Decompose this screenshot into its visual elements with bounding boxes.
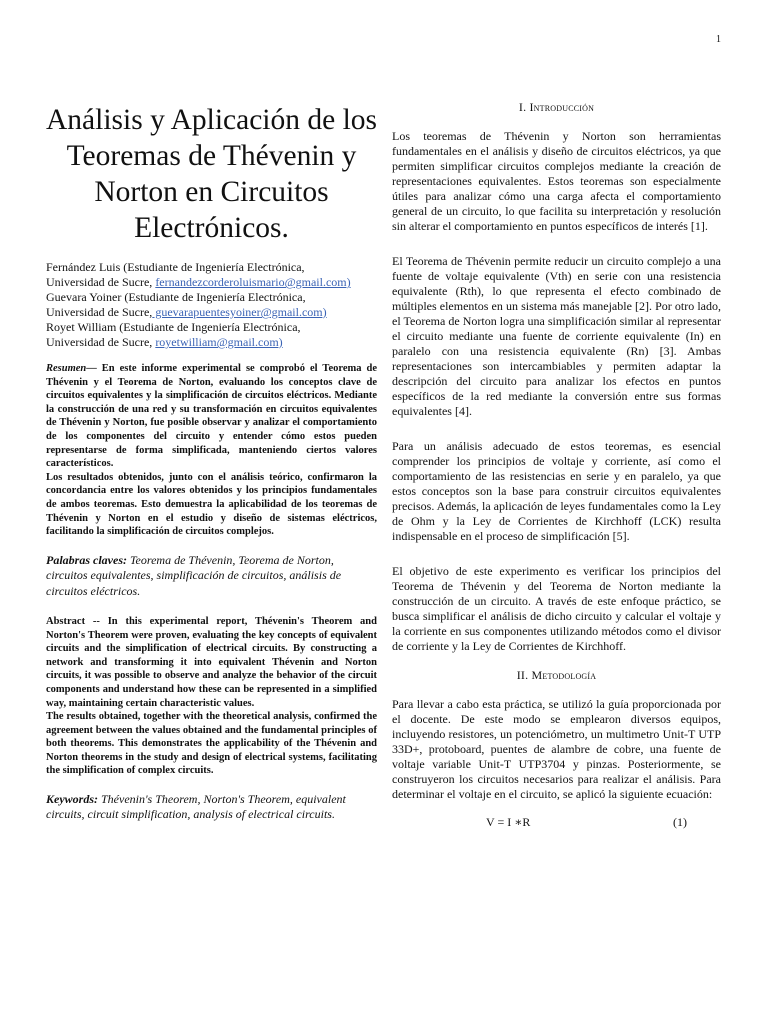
keywords-text: Thévenin's Theorem, Norton's Theorem, equivalent circuits, circuit simplification, analysis of electrical circuits. xyxy=(46,792,346,822)
keywords xyxy=(46,792,377,823)
author-affiliation: Royet William (Estudiante de Ingeniería Electrónica, xyxy=(46,320,301,334)
resumen-paragraph-2: Los resultados obtenidos, junto con el análisis teórico, confirmaron la concordancia entre los valores obtenidos y los principios fundamentales de ambos teoremas. Esto demuestra la aplicabilidad de los teoremas de Thévenin y Norton en el estudio y diseño de sistemas eléctricos, facilitando la simplificación de circuitos complejos. xyxy=(46,471,377,538)
intro-paragraph: El Teorema de Thévenin permite reducir un circuito complejo a una fuente de voltaje equivalente (Vth) en serie con una resistencia equivalente (Rth), lo que representa el efecto combinado de múltiples elementos en un sistema más manejable [2]. Por otro lado, el Teorema de Norton logra una simplificación similar al representar el circuito mediante una fuente de corriente equivalente (In) en paralelo con una resistencia equivalente (Rn) [3]. Ambas representaciones son intercambiables y permiten adaptar la descripción del circuito para analizar los efectos en puntos específicos de la red mediante la conversión entre sus formas equivalentes [4]. xyxy=(392,254,721,418)
affiliation-text: Universidad de Sucre, xyxy=(46,275,156,289)
palabras-claves-text: Teorema de Thévenin, Teorema de Norton, circuitos equivalentes, simplificación de circuitos, análisis de circuitos eléctricos. xyxy=(46,552,342,598)
equation-number: (1) xyxy=(673,815,687,829)
intro-paragraph: Para un análisis adecuado de estos teoremas, es esencial comprender los principios de voltaje y corriente, así como el comportamiento de las resistencias en serie y en paralelo, ya que estos conceptos son la base para construir circuitos equivalentes precisos. Además, la aplicación de leyes fundamentales como la Ley de Ohm y la Ley de Corrientes de Kirchhoff (LCK) resulta indispensable en el proceso de simplificación [5]. xyxy=(392,439,721,543)
section-heading-introduccion: I. Introducción xyxy=(518,100,595,114)
resumen-paragraph xyxy=(46,362,377,471)
author-affiliation: Fernández Luis (Estudiante de Ingeniería Electrónica, xyxy=(46,260,305,274)
abstract-paragraph: Abstract -- In this experimental report, Thévenin's Theorem and Norton's Theorem were proven, evaluating the key concepts of equivalent circuits and the simplification of electrical circuits. By constructing a network and transforming it into equivalent Thévenin and Norton circuits, it was possible to observe and analyze the behavior of the circuit components and understand how these can be represented in a simplified way, maintaining certain characteristic values. xyxy=(46,615,377,709)
affiliation-text: Universidad de Sucre, xyxy=(46,305,153,319)
palabras-claves-label: Palabras claves: xyxy=(46,552,127,567)
intro-paragraph: Los teoremas de Thévenin y Norton son herramientas fundamentales en el análisis y diseño de circuitos eléctricos, ya que permiten simplificar circuitos complejos mediante la creación de representaciones equivalentes. Estos teoremas son especialmente útiles para analizar cómo una carga afecta el comportamiento general de un circuito, lo que facilita su interpretación y resolución sin alterar el comportamiento en puntos específicos de interés [1]. xyxy=(392,129,721,233)
author-email-link[interactable]: fernandezcorderoluismario@gmail.com) xyxy=(155,275,351,289)
resumen-dash: — xyxy=(86,363,102,374)
keywords-label: Keywords: xyxy=(46,792,98,807)
page-number: 1 xyxy=(716,34,721,45)
metodologia-paragraph: Para llevar a cabo esta práctica, se utilizó la guía proporcionada por el docente. De este modo se emplearon diversos equipos, incluyendo resistores, un potenciómetro, un multimetro Unit-T UTP 33D+, protoboard, puentes de alambre de cobre, una fuente de voltaje variable Unit-T UTP3704 y pinzas. Posteriormente, se construyeron los circuitos necesarios para realizar el análisis. Para determinar el voltaje en el circuito, se aplicó la siguiente ecuación: xyxy=(392,697,721,801)
author-list xyxy=(46,260,377,350)
resumen-text: En este informe experimental se comprobó el Teorema de Thévenin y el Teorema de Norton, evaluando los conceptos clave de circuitos equivalentes y la simplificación de circuitos eléctricos. Mediante la construcción de una red y su transformación en circuitos equivalentes de Thévenin y Norton, fue posible observar y analizar el comportamiento de los componentes del circuito y entender cómo estos pueden representarse de forma simplificada, manteniendo ciertos valores característicos. xyxy=(46,363,377,470)
paper-title: Análisis y Aplicación de los Teoremas de Thévenin y Norton en Circuitos Electrónicos. xyxy=(46,104,378,244)
palabras-claves xyxy=(46,553,377,599)
author-affiliation: Guevara Yoiner (Estudiante de Ingeniería Electrónica, xyxy=(46,290,306,304)
author-affiliation-line xyxy=(46,335,377,350)
equation-expression: V = I ∗R xyxy=(486,815,531,829)
resumen-label: Resumen xyxy=(46,363,87,374)
intro-paragraph: El objetivo de este experimento es verificar los principios del Teorema de Thévenin y del Teorema de Norton mediante la construcción de un circuito. A través de este enfoque práctico, se busca simplificar el análisis de dicho circuito y calcular el voltaje y la corriente en sus componentes utilizando métodos como el divisor de corriente y la Ley de Corrientes de Kirchhoff. xyxy=(392,564,721,653)
equation-1 xyxy=(392,815,721,830)
author-email-link[interactable]: guevarapuentesyoiner@gmail.com) xyxy=(152,305,327,319)
section-heading-metodologia: II. Metodología xyxy=(516,668,597,682)
author-email-link[interactable]: royetwilliam@gmail.com) xyxy=(155,335,283,349)
abstract-paragraph-2: The results obtained, together with the theoretical analysis, confirmed the agreement between the values obtained and the fundamental principles of both theorems. This demonstrates the applicability of the Thévenin and Norton theorems in the study and design of electrical systems, facilitating the simplification of complex circuits. xyxy=(46,711,377,777)
author-affiliation-line xyxy=(46,275,377,290)
right-column xyxy=(392,100,721,830)
left-column xyxy=(46,100,377,835)
affiliation-text: Universidad de Sucre, xyxy=(46,335,156,349)
author-affiliation-line xyxy=(46,305,377,320)
